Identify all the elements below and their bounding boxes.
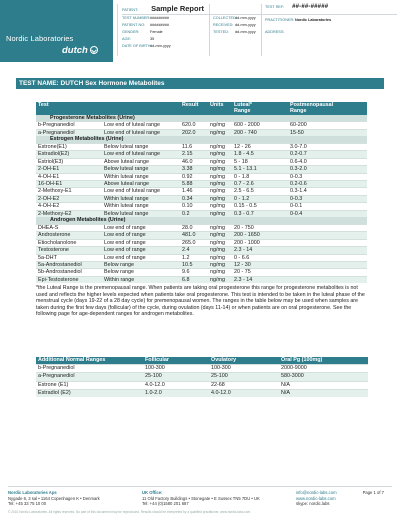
table-row	[36, 381, 368, 389]
cell-luteal-range: 0.7 - 2.6	[232, 180, 288, 187]
cell-postmenopausal-range	[288, 239, 367, 246]
table-row	[36, 276, 367, 283]
cell-luteal-range: 0 - 1.8	[232, 173, 288, 180]
cell-assessment: Below luteal range	[102, 143, 180, 150]
cell-luteal-range: 200 - 1000	[232, 239, 288, 246]
cell-result: 0.10	[180, 203, 208, 210]
cell-name: 2-OH-E2	[36, 195, 102, 202]
cell-luteal-range: 2.3 - 14	[232, 247, 288, 254]
table-row	[36, 180, 367, 187]
table-row	[36, 269, 367, 276]
additional-ranges-body	[36, 365, 368, 397]
patient-no-label: PATIENT NO:	[122, 23, 146, 27]
cell-result: 0.92	[180, 173, 208, 180]
test-ref-label: TEST REF:	[265, 5, 285, 9]
table-row	[36, 129, 367, 136]
cell-luteal-range: 12 - 30	[232, 261, 288, 268]
cell-result: 1.46	[180, 188, 208, 195]
cell-name: 16-OH-E1	[36, 180, 102, 187]
cell-assessment: Low end of luteal range	[102, 188, 180, 195]
header2-postmenopausal-range: Range	[288, 108, 367, 114]
cell-luteal-range: 5.1 - 13.1	[232, 166, 288, 173]
cell-name: b-Pregnanediol	[36, 122, 102, 129]
patient-info	[117, 4, 209, 56]
table-row	[36, 254, 367, 261]
footer-email-link[interactable]: info@nordic-labs.com	[296, 490, 337, 495]
cell-name: 5a-Androstanediol	[36, 261, 102, 268]
cell-luteal-range: 20 - 750	[232, 224, 288, 231]
age-value: 35	[150, 37, 155, 41]
table-row	[36, 232, 367, 239]
footer-address: Nygade 6, 3 sal • 1164 Copenhagen K • Denmark	[8, 495, 100, 501]
tested-value: dd-mm-yyyy	[235, 30, 256, 34]
collected-value: dd-mm-yyyy	[235, 16, 256, 20]
add-cell-name: b-Pregnanediol	[36, 365, 143, 373]
cell-units: ng/mg	[208, 188, 232, 195]
cell-units: ng/mg	[208, 122, 232, 129]
cell-units: ng/mg	[208, 129, 232, 136]
cell-result: 5.88	[180, 180, 208, 187]
additional-ranges-table	[36, 357, 368, 397]
cell-result: 2.4	[180, 247, 208, 254]
cell-postmenopausal-range	[288, 269, 367, 276]
cell-units: ng/mg	[208, 166, 232, 173]
table-row	[36, 143, 367, 150]
cell-units: ng/mg	[208, 143, 232, 150]
add-header-ovulatory: Ovulatory	[209, 357, 279, 365]
dob-value: dd-mm-yyyy	[150, 44, 171, 48]
footer-disclaimer: © 2016 Nordic Laboratories. All rights reserved. No part of this document may be reproduced. Results should be interpreted by a qualified practitioner. www.nordic-labs.com	[8, 510, 251, 514]
cell-units: ng/mg	[208, 276, 232, 283]
cell-name: a-Pregnanediol	[36, 129, 102, 136]
cell-assessment: Low end of range	[102, 224, 180, 231]
cell-name: Estrone(E1)	[36, 143, 102, 150]
tested-label: TESTED:	[213, 30, 230, 34]
footer-website-link[interactable]: www.nordic-labs.com	[296, 495, 336, 501]
table-row	[36, 203, 367, 210]
footer-phone: Tel: +45 33 75 10 00	[8, 501, 47, 507]
cell-postmenopausal-range: 0.2-0.6	[288, 180, 367, 187]
cell-luteal-range: 0 - 1.2	[232, 195, 288, 202]
patient-no-value: #########	[150, 23, 170, 27]
cell-postmenopausal-range	[288, 224, 367, 231]
cell-assessment: Below luteal range	[102, 210, 180, 217]
header-test: Test	[36, 102, 102, 108]
add-cell-oral-pg: N/A	[279, 389, 368, 397]
cell-postmenopausal-range	[288, 261, 367, 268]
table-row	[36, 122, 367, 129]
test-ref-value: ##-##-#####	[292, 4, 329, 10]
section-title: Estrogen Metabolites (Urine)	[36, 136, 367, 143]
cell-luteal-range: 1.8 - 4.5	[232, 151, 288, 158]
add-header-oral-pg: Oral Pg (100mg)	[279, 357, 368, 365]
cell-result: 620.0	[180, 122, 208, 129]
cell-units: ng/mg	[208, 269, 232, 276]
cell-postmenopausal-range	[288, 232, 367, 239]
cell-assessment: Low end of range	[102, 254, 180, 261]
brand-product-text: dutch	[62, 45, 88, 56]
table-row	[36, 188, 367, 195]
cell-result: 46.0	[180, 158, 208, 165]
cell-units: ng/mg	[208, 254, 232, 261]
cell-units: ng/mg	[208, 261, 232, 268]
patient-name: Sample Report	[151, 4, 204, 13]
brand-logo	[0, 0, 113, 62]
cell-result: 3.38	[180, 166, 208, 173]
cell-assessment: Low end of luteal range	[102, 129, 180, 136]
table-row	[36, 373, 368, 381]
cell-name: DHEA-S	[36, 224, 102, 231]
cell-units: ng/mg	[208, 151, 232, 158]
cell-postmenopausal-range: 0-0.1	[288, 203, 367, 210]
cell-postmenopausal-range: 0-0.3	[288, 173, 367, 180]
cell-units: ng/mg	[208, 173, 232, 180]
cell-postmenopausal-range: 15-50	[288, 129, 367, 136]
cell-assessment: Within range	[102, 276, 180, 283]
cell-units: ng/mg	[208, 224, 232, 231]
cell-units: ng/mg	[208, 203, 232, 210]
footer-contact	[296, 490, 337, 507]
footer-skype: skype: nordic.labs	[296, 501, 330, 507]
luteal-range-note: *the Luteal Range is the premenopausal range. When patients are taking oral progesterone this range for progesterone metabolites is not used and reflects the higher levels expected when patients take oral progesterone. This test is intended to be taken in the luteal phase of the menstrual cycle (days 19-22 of a 28 day cycle) for premenopausal women. The ranges in the table below may be used when samples are taken during the first few days (follicular) of the cycle, during ovulation (days 11-14) or when patients are on oral progesterone. See the following page for age-dependent ranges for androgen metabolites.	[36, 285, 365, 318]
cell-units: ng/mg	[208, 232, 232, 239]
sample-dates	[209, 4, 261, 56]
add-header-follicular: Follicular	[143, 357, 209, 365]
cell-name: Testosterone	[36, 247, 102, 254]
cell-assessment: Low end of luteal range	[102, 151, 180, 158]
report-header	[0, 0, 400, 62]
check-circle-icon	[90, 46, 98, 54]
brand-name: Nordic Laboratories	[6, 34, 74, 43]
received-label: RECEIVED:	[213, 23, 234, 27]
header2-luteal-range: Range	[232, 108, 288, 114]
cell-postmenopausal-range: 0.3-2.0	[288, 166, 367, 173]
table-row	[36, 158, 367, 165]
header-postmenopausal: Postmenopausal	[288, 102, 367, 108]
test-number-label: TEST NUMBER:	[122, 16, 151, 20]
practitioner-info	[261, 4, 396, 56]
cell-assessment: Above luteal range	[102, 180, 180, 187]
cell-result: 265.0	[180, 239, 208, 246]
cell-name: Estradiol(E2)	[36, 151, 102, 158]
cell-assessment: Within luteal range	[102, 203, 180, 210]
cell-luteal-range: 5 - 18	[232, 158, 288, 165]
table-row	[36, 210, 367, 217]
practitioner-value: Nordic Laboratories	[295, 18, 332, 22]
cell-result: 28.0	[180, 224, 208, 231]
add-cell-follicular: 25-100	[143, 373, 209, 381]
brand-product	[62, 45, 98, 56]
cell-result: 6.8	[180, 276, 208, 283]
table-row	[36, 224, 367, 231]
age-label: AGE:	[122, 37, 132, 41]
cell-units: ng/mg	[208, 239, 232, 246]
gender-label: GENDER:	[122, 30, 140, 34]
cell-result: 2.15	[180, 151, 208, 158]
section-title: Progesterone Metabolites (Urine)	[36, 115, 367, 122]
cell-assessment: Low end of luteal range	[102, 122, 180, 129]
cell-luteal-range: 200 - 740	[232, 129, 288, 136]
cell-assessment: Below luteal range	[102, 166, 180, 173]
cell-luteal-range: 0 - 6.6	[232, 254, 288, 261]
cell-luteal-range: 2.5 - 6.5	[232, 188, 288, 195]
cell-name: Androsterone	[36, 232, 102, 239]
cell-luteal-range: 2.3 - 14	[232, 276, 288, 283]
cell-units: ng/mg	[208, 158, 232, 165]
cell-luteal-range: 12 - 26	[232, 143, 288, 150]
section-header	[36, 136, 367, 143]
add-cell-oral-pg: 580-3000	[279, 373, 368, 381]
cell-result: 0.2	[180, 210, 208, 217]
footer-uk-phone: Tel: +44 (0)1580 201 687	[142, 501, 189, 507]
cell-postmenopausal-range: 60-200	[288, 122, 367, 129]
header-units: Units	[208, 102, 232, 108]
table-row	[36, 389, 368, 397]
cell-name: 2-Methoxy-E1	[36, 188, 102, 195]
cell-postmenopausal-range: 0.6-4.0	[288, 158, 367, 165]
results-table	[36, 102, 367, 283]
table-row	[36, 173, 367, 180]
cell-name: 4-OH-E1	[36, 173, 102, 180]
cell-assessment: Below range	[102, 261, 180, 268]
add-cell-oral-pg: 2000-9000	[279, 365, 368, 373]
cell-name: Epi-Testosterone	[36, 276, 102, 283]
gender-value: Female	[150, 30, 163, 34]
cell-assessment: Within luteal range	[102, 173, 180, 180]
cell-name: 5b-Androstanediol	[36, 269, 102, 276]
cell-luteal-range: 0.15 - 0.5	[232, 203, 288, 210]
cell-postmenopausal-range: 0-0.3	[288, 195, 367, 202]
cell-luteal-range: 200 - 1650	[232, 232, 288, 239]
table-row	[36, 247, 367, 254]
add-cell-ovulatory: 25-100	[209, 373, 279, 381]
footer-company: Nordic Laboratories Aps	[8, 490, 57, 495]
cell-name: Estriol(E3)	[36, 158, 102, 165]
test-number-value: #########	[150, 16, 170, 20]
cell-name: 5a-DHT	[36, 254, 102, 261]
table-row	[36, 261, 367, 268]
add-header-name: Additional Normal Ranges	[36, 357, 143, 365]
table-row	[36, 195, 367, 202]
cell-postmenopausal-range: 0.2-0.7	[288, 151, 367, 158]
table-row	[36, 239, 367, 246]
cell-postmenopausal-range: 0.3-1.4	[288, 188, 367, 195]
header-result: Result	[180, 102, 208, 108]
table-row	[36, 365, 368, 373]
section-title: Androgen Metabolites (Urine)	[36, 217, 367, 224]
cell-luteal-range: 0.3 - 0.7	[232, 210, 288, 217]
add-cell-name: a-Pregnanediol	[36, 373, 143, 381]
page-number: Page 1 of 7	[362, 490, 384, 495]
header-luteal: Luteal*	[232, 102, 288, 108]
cell-assessment: Low end of range	[102, 247, 180, 254]
page-footer	[0, 486, 400, 506]
cell-units: ng/mg	[208, 210, 232, 217]
add-cell-ovulatory: 100-300	[209, 365, 279, 373]
add-cell-oral-pg: N/A	[279, 381, 368, 389]
cell-result: 481.0	[180, 232, 208, 239]
received-value: dd-mm-yyyy	[235, 23, 256, 27]
results-body	[36, 115, 367, 283]
cell-name: Etiocholanolone	[36, 239, 102, 246]
cell-result: 11.6	[180, 143, 208, 150]
cell-postmenopausal-range: 0-0.4	[288, 210, 367, 217]
cell-assessment: Within luteal range	[102, 195, 180, 202]
collected-label: COLLECTED:	[213, 16, 237, 20]
cell-result: 1.2	[180, 254, 208, 261]
table-row	[36, 151, 367, 158]
footer-denmark-office	[8, 490, 100, 507]
footer-uk-title: UK Office:	[142, 490, 163, 495]
add-cell-follicular: 1.0-2.0	[143, 389, 209, 397]
cell-assessment: Above luteal range	[102, 158, 180, 165]
cell-units: ng/mg	[208, 195, 232, 202]
footer-uk-office	[142, 490, 260, 507]
cell-result: 0.34	[180, 195, 208, 202]
add-cell-name: Estrone (E1)	[36, 381, 143, 389]
cell-units: ng/mg	[208, 247, 232, 254]
address-label: ADDRESS:	[265, 30, 285, 34]
add-cell-ovulatory: 22-68	[209, 381, 279, 389]
cell-assessment: Below range	[102, 269, 180, 276]
cell-name: 2-OH-E1	[36, 166, 102, 173]
table-row	[36, 166, 367, 173]
dob-label: DATE OF BIRTH:	[122, 44, 152, 48]
cell-assessment: Low end of range	[102, 232, 180, 239]
cell-assessment: Low end of range	[102, 239, 180, 246]
cell-name: 4-OH-E2	[36, 203, 102, 210]
cell-luteal-range: 20 - 75	[232, 269, 288, 276]
footer-uk-address: 11 Old Factory Buildings • Stonegate • E Sussex TN5 7DU • UK	[142, 495, 260, 501]
cell-postmenopausal-range	[288, 254, 367, 261]
test-name-banner: TEST NAME: DUTCH Sex Hormone Metabolites	[16, 78, 384, 89]
add-cell-follicular: 100-300	[143, 365, 209, 373]
cell-luteal-range: 600 - 2000	[232, 122, 288, 129]
patient-label: PATIENT:	[122, 8, 139, 12]
cell-postmenopausal-range	[288, 276, 367, 283]
cell-name: 2-Methoxy-E2	[36, 210, 102, 217]
cell-result: 10.5	[180, 261, 208, 268]
section-header	[36, 217, 367, 224]
add-cell-ovulatory: 4.0-12.0	[209, 389, 279, 397]
practitioner-label: PRACTITIONER:	[265, 18, 295, 22]
cell-result: 202.0	[180, 129, 208, 136]
add-cell-follicular: 4.0-12.0	[143, 381, 209, 389]
cell-postmenopausal-range: 3.0-7.0	[288, 143, 367, 150]
add-cell-name: Estradiol (E2)	[36, 389, 143, 397]
cell-units: ng/mg	[208, 180, 232, 187]
cell-result: 9.6	[180, 269, 208, 276]
section-header	[36, 115, 367, 122]
cell-postmenopausal-range	[288, 247, 367, 254]
